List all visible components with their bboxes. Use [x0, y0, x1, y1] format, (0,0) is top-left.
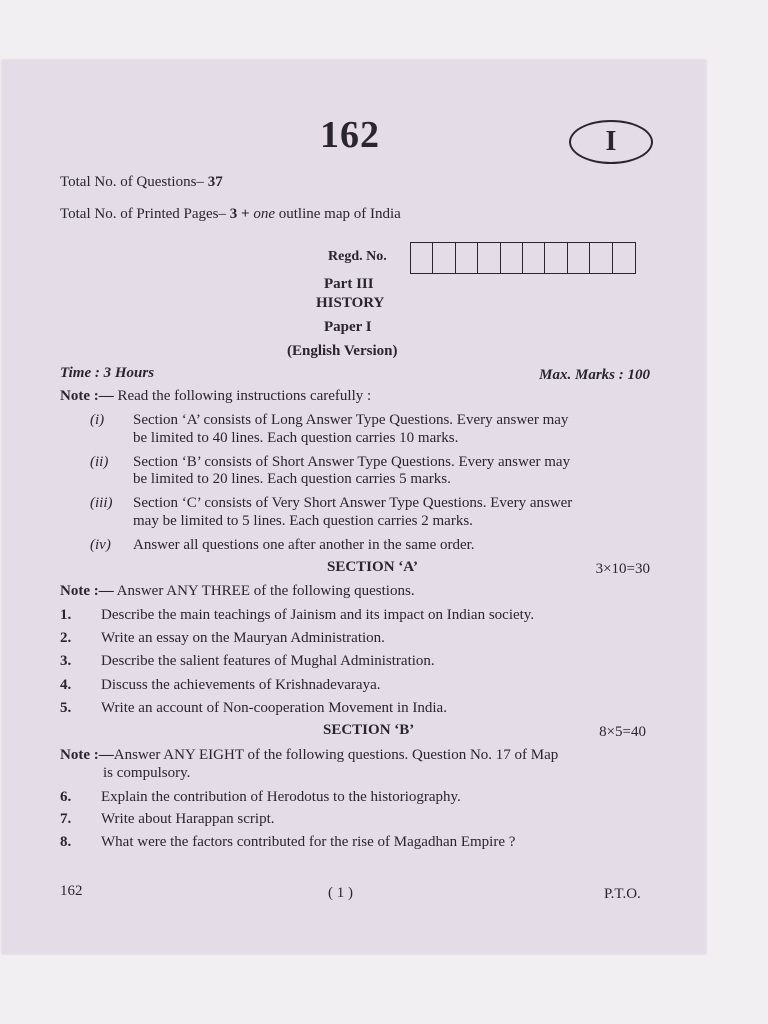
note-text: Answer ANY EIGHT of the following questions. Question No. 17 of Map — [113, 747, 559, 763]
regd-no-box[interactable] — [545, 243, 567, 273]
section-b-title: SECTION ‘B’ — [323, 722, 415, 738]
section-a-note — [60, 583, 415, 600]
instruction-line: Section ‘A’ consists of Long Answer Type Questions. Every answer may — [133, 412, 569, 428]
instruction-num: (i) — [90, 412, 105, 428]
total-pages-one: one — [253, 206, 275, 222]
question-text: Describe the main teachings of Jainism and its impact on Indian society. — [101, 607, 535, 623]
question-text: Write an essay on the Mauryan Administration. — [101, 630, 385, 646]
section-b-note — [60, 747, 558, 764]
regd-no-box[interactable] — [568, 243, 590, 273]
total-questions — [60, 174, 223, 191]
regd-no-box[interactable] — [501, 243, 523, 273]
question-text: Describe the salient features of Mughal Administration. — [101, 653, 435, 669]
regd-no-label: Regd. No. — [328, 249, 387, 264]
instruction-line: Answer all questions one after another in the same order. — [133, 537, 475, 553]
question-text: What were the factors contributed for the rise of Magadhan Empire ? — [101, 834, 516, 850]
part-label: Part III — [324, 276, 374, 292]
regd-no-box[interactable] — [613, 243, 635, 273]
paper-label: Paper I — [324, 319, 372, 335]
question-number: 2. — [60, 630, 72, 646]
total-pages — [60, 206, 401, 223]
pto-label: P.T.O. — [604, 886, 641, 902]
question-number: 3. — [60, 653, 72, 669]
version-label: (English Version) — [287, 343, 398, 359]
regd-no-box[interactable] — [433, 243, 455, 273]
question-number: 7. — [60, 811, 72, 827]
series-badge: I — [569, 120, 653, 164]
note-text: Answer ANY THREE of the following questions. — [116, 583, 415, 599]
regd-no-boxes[interactable] — [410, 242, 636, 274]
question-text: Explain the contribution of Herodotus to the historiography. — [101, 789, 461, 805]
total-pages-plus: + — [241, 206, 250, 222]
instruction-line: be limited to 40 lines. Each question carries 10 marks. — [133, 430, 459, 446]
section-a-marks: 3×10=30 — [595, 561, 650, 577]
question-number: 4. — [60, 677, 72, 693]
max-marks-label: Max. Marks : 100 — [539, 367, 650, 383]
time-label: Time : 3 Hours — [60, 365, 155, 381]
paper-code: 162 — [320, 114, 380, 156]
question-number: 8. — [60, 834, 72, 850]
regd-no-box[interactable] — [456, 243, 478, 273]
total-questions-value: 37 — [207, 174, 223, 190]
note-text-continued: is compulsory. — [103, 765, 191, 781]
note-label: Note :— — [60, 583, 114, 599]
question-number: 5. — [60, 700, 72, 716]
note-label: Note :— — [60, 747, 114, 763]
question-number: 6. — [60, 789, 72, 805]
instruction-line: may be limited to 5 lines. Each question carries 2 marks. — [133, 513, 473, 529]
total-questions-label: Total No. of Questions– — [60, 174, 204, 190]
question-text: Write an account of Non-cooperation Movement in India. — [101, 700, 447, 716]
section-a-title: SECTION ‘A’ — [327, 559, 418, 575]
instruction-line: be limited to 20 lines. Each question carries 5 marks. — [133, 471, 451, 487]
total-pages-rest: outline map of India — [278, 206, 401, 222]
instruction-line: Section ‘C’ consists of Very Short Answer Type Questions. Every answer — [133, 495, 573, 511]
regd-no-box[interactable] — [523, 243, 545, 273]
note-text: Read the following instructions carefully : — [117, 388, 372, 404]
regd-no-box[interactable] — [590, 243, 612, 273]
instruction-num: (ii) — [90, 454, 109, 470]
total-pages-value: 3 — [229, 206, 238, 222]
subject-title: HISTORY — [316, 295, 385, 311]
section-b-marks: 8×5=40 — [599, 724, 646, 740]
question-text: Discuss the achievements of Krishnadevaraya. — [101, 677, 381, 693]
instruction-line: Section ‘B’ consists of Short Answer Type Questions. Every answer may — [133, 454, 571, 470]
regd-no-box[interactable] — [411, 243, 433, 273]
instruction-num: (iv) — [90, 537, 111, 553]
page-number: ( 1 ) — [328, 885, 353, 901]
footer-code: 162 — [60, 883, 83, 899]
instructions-note — [60, 388, 371, 405]
total-pages-label: Total No. of Printed Pages– — [60, 206, 227, 222]
question-number: 1. — [60, 607, 72, 623]
note-label: Note :— — [60, 388, 114, 404]
instruction-num: (iii) — [90, 495, 113, 511]
regd-no-box[interactable] — [478, 243, 500, 273]
question-text: Write about Harappan script. — [101, 811, 275, 827]
